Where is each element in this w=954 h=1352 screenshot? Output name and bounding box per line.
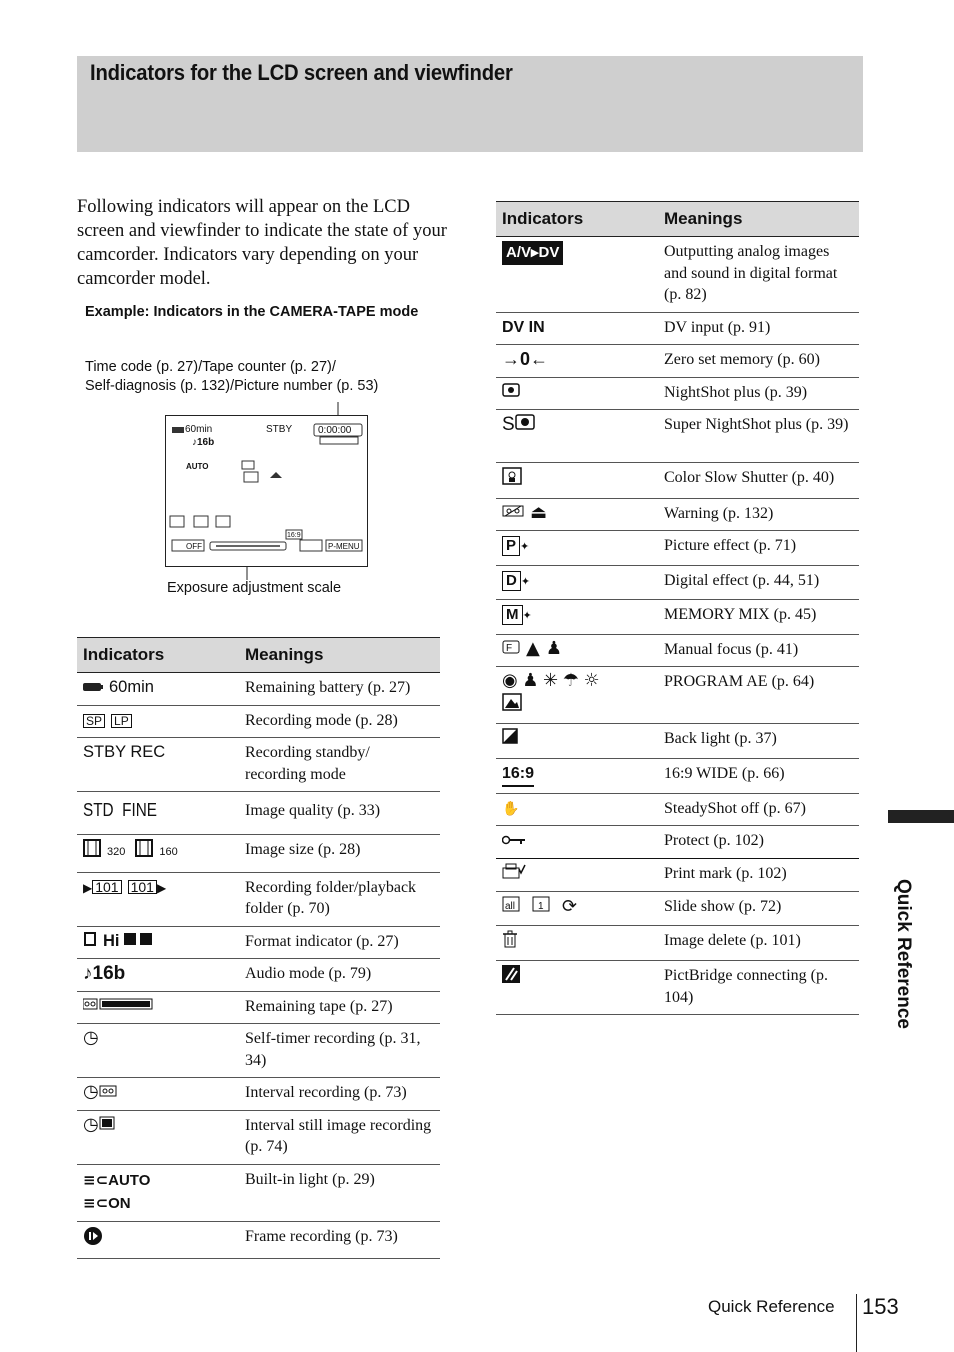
meaning-text: Protect (p. 102) bbox=[658, 826, 859, 859]
meaning-text: Picture effect (p. 71) bbox=[658, 531, 859, 566]
svg-text:1: 1 bbox=[538, 901, 544, 913]
light-on-text: ON bbox=[108, 1194, 131, 1212]
table-row bbox=[77, 835, 440, 873]
callout-line-1: Time code (p. 27)/Tape counter (p. 27)/ bbox=[85, 359, 336, 375]
spotlight-icon: ◉ bbox=[502, 670, 518, 692]
table-row bbox=[496, 759, 859, 794]
table-row bbox=[496, 793, 859, 826]
meaning-text: Remaining tape (p. 27) bbox=[239, 991, 440, 1024]
table-row bbox=[496, 892, 859, 926]
memory-mix-icon: M bbox=[502, 605, 523, 625]
table-row bbox=[496, 600, 859, 635]
meaning-text: Remaining battery (p. 27) bbox=[239, 673, 440, 706]
screen-auto-text: AUTO bbox=[186, 462, 209, 471]
meaning-text: DV input (p. 91) bbox=[658, 312, 859, 345]
beach-icon: ☂ bbox=[562, 670, 579, 692]
exposure-caption: Exposure adjustment scale bbox=[167, 580, 342, 596]
wide-16-9-icon: 16:9 bbox=[502, 763, 534, 787]
table-header-row bbox=[496, 202, 859, 237]
meaning-text: Built-in light (p. 29) bbox=[239, 1164, 440, 1221]
sports-icon: ✳ bbox=[543, 670, 559, 692]
eject-icon: ⏏ bbox=[530, 501, 548, 523]
battery-text: 60min bbox=[109, 678, 154, 697]
table-row bbox=[496, 410, 859, 463]
table-row bbox=[496, 237, 859, 313]
sparkle-icon: ✦ bbox=[520, 541, 530, 554]
table-row bbox=[77, 926, 440, 959]
meaning-text: Audio mode (p. 79) bbox=[239, 959, 440, 992]
super-nightshot-icon bbox=[515, 414, 535, 436]
meaning-text: Self-timer recording (p. 31, 34) bbox=[239, 1024, 440, 1078]
image-size-icon bbox=[135, 839, 153, 866]
meaning-text: Print mark (p. 102) bbox=[658, 858, 859, 892]
lcd-screen-example bbox=[165, 415, 368, 567]
lp-badge: LP bbox=[111, 714, 132, 728]
sparkle-icon: ✦ bbox=[522, 610, 532, 623]
table-row bbox=[77, 1078, 440, 1111]
av-dv-icon: A/V▸DV bbox=[502, 241, 563, 265]
example-title: Example: Indicators in the CAMERA-TAPE mode bbox=[85, 304, 419, 320]
remaining-tape-icon bbox=[83, 996, 155, 1018]
interval-recording-icon: ◷ bbox=[83, 1081, 99, 1103]
svg-text:all: all bbox=[505, 901, 516, 913]
meaning-text: Recording standby/ recording mode bbox=[239, 738, 440, 792]
table-row bbox=[77, 1164, 440, 1221]
nightshot-icon bbox=[502, 382, 520, 404]
image-size-icon bbox=[83, 839, 101, 866]
slide-all-icon bbox=[502, 896, 520, 919]
self-timer-icon: ◷ bbox=[83, 1027, 99, 1049]
trash-icon bbox=[502, 930, 518, 955]
table-row bbox=[77, 1110, 440, 1164]
meaning-text: SteadyShot off (p. 67) bbox=[658, 793, 859, 826]
table-row bbox=[496, 826, 859, 859]
play-arrow-icon: ▶ bbox=[156, 880, 167, 895]
zero-set-memory-text: →0← bbox=[496, 345, 658, 378]
play-arrow-icon: ▶ bbox=[83, 880, 93, 895]
meaning-text: Interval recording (p. 73) bbox=[239, 1078, 440, 1111]
meaning-text: Frame recording (p. 73) bbox=[239, 1221, 440, 1259]
battery-icon bbox=[83, 677, 103, 699]
meaning-text: PictBridge connecting (p. 104) bbox=[658, 961, 859, 1015]
intro-paragraph: Following indicators will appear on the LCD screen and viewfinder to indicate the state of your camcorder. Indicators vary depending on your camcorder model. bbox=[77, 197, 447, 289]
table-row bbox=[496, 498, 859, 531]
screen-wide-text: 16:9 bbox=[287, 532, 301, 539]
color-slow-shutter-icon bbox=[502, 467, 522, 492]
meaning-text: NightShot plus (p. 39) bbox=[658, 377, 859, 410]
column-header-meanings: Meanings bbox=[239, 638, 440, 673]
screen-pmenu-text: P-MENU bbox=[328, 542, 360, 551]
hi-text: Hi bbox=[103, 931, 120, 950]
left-indicators-table bbox=[77, 637, 440, 1259]
folder-101-badge: 101 bbox=[128, 880, 157, 894]
table-row bbox=[77, 705, 440, 738]
digital-effect-icon: D bbox=[502, 571, 521, 591]
table-header-row bbox=[77, 638, 440, 673]
meaning-text: Zero set memory (p. 60) bbox=[658, 345, 859, 378]
screen-timecode: 0:00:00 bbox=[318, 425, 352, 436]
dv-input-text: DV IN bbox=[496, 312, 658, 345]
table-row bbox=[496, 345, 859, 378]
svg-text:F: F bbox=[506, 642, 513, 654]
meaning-text: MEMORY MIX (p. 45) bbox=[658, 600, 859, 635]
table-row bbox=[496, 858, 859, 892]
audio-note-icon: ♪ bbox=[83, 963, 93, 985]
table-row bbox=[496, 724, 859, 759]
tape-icon bbox=[99, 1082, 117, 1104]
slide-single-icon bbox=[532, 896, 550, 919]
manual-focus-icon bbox=[502, 639, 520, 661]
meaning-text: Warning (p. 132) bbox=[658, 498, 859, 531]
screen-off-text: OFF bbox=[186, 542, 202, 551]
meaning-text: Outputting analog images and sound in digital format (p. 82) bbox=[658, 237, 859, 313]
image-quality-text: STD FINE bbox=[83, 800, 157, 821]
pictbridge-icon bbox=[502, 965, 520, 990]
light-icon: ≡⊂ bbox=[83, 1170, 109, 1189]
table-row bbox=[496, 312, 859, 345]
table-row bbox=[496, 377, 859, 410]
size-320: 320 bbox=[107, 846, 126, 859]
sparkle-icon: ✦ bbox=[520, 575, 531, 588]
table-row bbox=[77, 1221, 440, 1259]
meaning-text: 16:9 WIDE (p. 66) bbox=[658, 759, 859, 794]
column-header-indicators: Indicators bbox=[77, 638, 239, 673]
protect-key-icon bbox=[502, 830, 526, 852]
stby-rec-text: STBY REC bbox=[77, 738, 239, 792]
back-light-icon bbox=[502, 728, 518, 751]
picture-effect-icon: P bbox=[502, 536, 520, 556]
interval-still-icon: ◷ bbox=[83, 1114, 99, 1136]
table-row bbox=[496, 634, 859, 667]
table-row bbox=[77, 792, 440, 835]
format-indicator-icon bbox=[83, 931, 97, 953]
screen-battery-text: 60min bbox=[185, 424, 213, 435]
folder-101-badge: 101 bbox=[92, 880, 121, 894]
audio-16b-text: 16b bbox=[92, 963, 126, 985]
meaning-text: Recording folder/playback folder (p. 70) bbox=[239, 872, 440, 926]
table-row bbox=[77, 959, 440, 992]
footer-divider bbox=[856, 1294, 857, 1352]
table-row bbox=[496, 565, 859, 600]
meaning-text: Image quality (p. 33) bbox=[239, 792, 440, 835]
battery-icon bbox=[172, 427, 184, 433]
table-row bbox=[77, 991, 440, 1024]
right-indicators-table bbox=[496, 201, 859, 1015]
table-row bbox=[496, 463, 859, 499]
sp-badge: SP bbox=[83, 714, 105, 728]
page-number: 153 bbox=[862, 1294, 899, 1319]
meaning-text: Manual focus (p. 41) bbox=[658, 634, 859, 667]
super-s-text: S bbox=[502, 414, 515, 436]
meaning-text: Digital effect (p. 44, 51) bbox=[658, 565, 859, 600]
memory-icon bbox=[99, 1115, 115, 1137]
sunset-icon: ☼ bbox=[583, 670, 600, 692]
screen-stby-text: STBY bbox=[266, 424, 293, 435]
table-row bbox=[77, 1024, 440, 1078]
warning-tape-icon bbox=[502, 503, 524, 525]
person-icon: ♟ bbox=[545, 637, 562, 659]
meaning-text: PROGRAM AE (p. 64) bbox=[658, 667, 859, 724]
mountain-icon: ▲ bbox=[526, 637, 540, 659]
page-title: Indicators for the LCD screen and viewfinder bbox=[90, 60, 513, 85]
repeat-icon: ⟳ bbox=[562, 896, 578, 918]
table-row bbox=[77, 872, 440, 926]
section-tab-marker bbox=[888, 810, 954, 823]
table-row bbox=[77, 673, 440, 706]
hi8-icon bbox=[124, 931, 154, 953]
portrait-icon: ♟ bbox=[522, 670, 539, 692]
callout-line-2: Self-diagnosis (p. 132)/Picture number (p. 53) bbox=[85, 377, 379, 394]
side-section-label: Quick Reference bbox=[893, 879, 914, 1029]
table-row bbox=[496, 925, 859, 961]
meaning-text: Recording mode (p. 28) bbox=[239, 705, 440, 738]
screen-audio-text: ♪16b bbox=[192, 437, 215, 448]
print-mark-icon bbox=[502, 863, 526, 886]
light-icon: ≡⊂ bbox=[83, 1193, 109, 1212]
landscape-icon bbox=[502, 693, 522, 718]
footer-section: Quick Reference bbox=[708, 1297, 835, 1316]
meaning-text: Format indicator (p. 27) bbox=[239, 926, 440, 959]
light-auto-text: AUTO bbox=[108, 1171, 151, 1189]
meaning-text: Image delete (p. 101) bbox=[658, 925, 859, 961]
meaning-text: Super NightShot plus (p. 39) bbox=[658, 410, 859, 463]
column-header-meanings: Meanings bbox=[658, 202, 859, 237]
table-row bbox=[496, 531, 859, 566]
size-160: 160 bbox=[159, 846, 178, 859]
meaning-text: Back light (p. 37) bbox=[658, 724, 859, 759]
meaning-text: Interval still image recording (p. 74) bbox=[239, 1110, 440, 1164]
column-header-indicators: Indicators bbox=[496, 202, 658, 237]
meaning-text: Image size (p. 28) bbox=[239, 835, 440, 873]
frame-recording-icon bbox=[83, 1226, 103, 1253]
meaning-text: Slide show (p. 72) bbox=[658, 892, 859, 926]
table-row bbox=[496, 961, 859, 1015]
table-row bbox=[77, 738, 440, 792]
table-row bbox=[496, 667, 859, 724]
meaning-text: Color Slow Shutter (p. 40) bbox=[658, 463, 859, 499]
steadyshot-off-icon: ✋ bbox=[502, 800, 520, 817]
